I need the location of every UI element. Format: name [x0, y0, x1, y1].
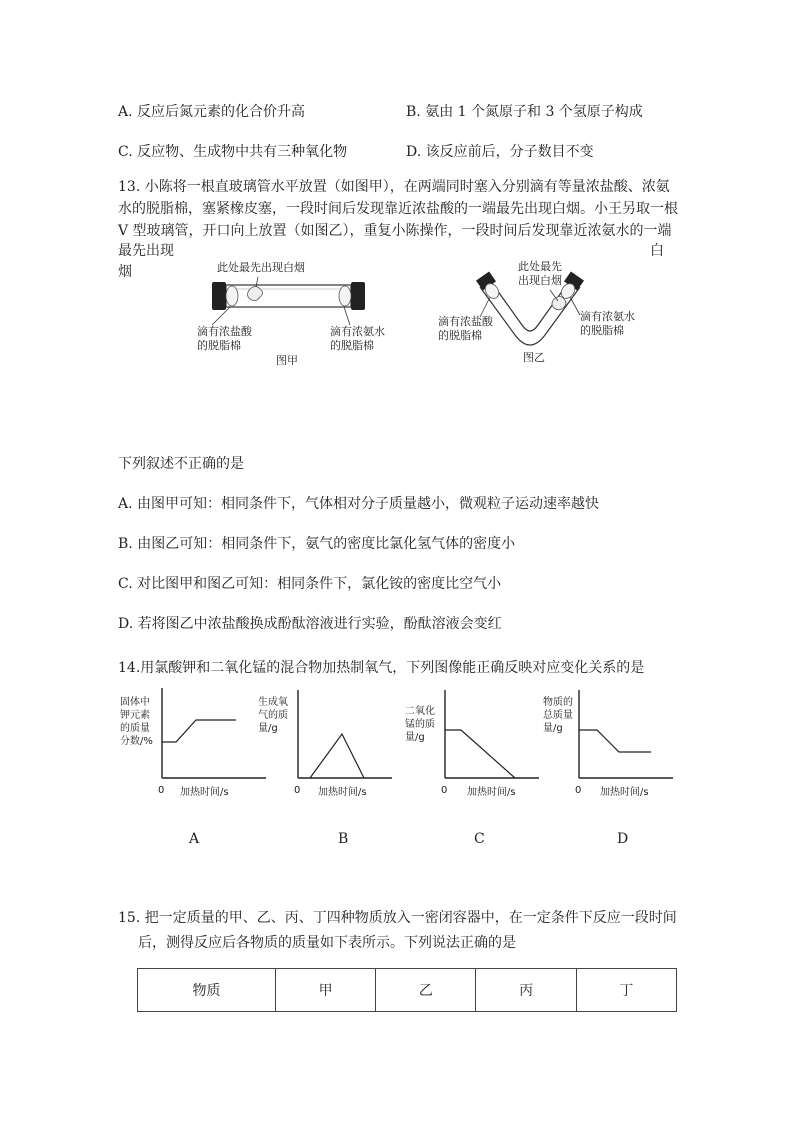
q12-option-b: B. 氨由 1 个氮原子和 3 个氢原子构成	[406, 104, 643, 120]
q13-line-1: 13. 小陈将一根直玻璃管水平放置（如图甲），在两端同时塞入分别滴有等量浓盐酸、浓氨	[118, 179, 670, 195]
q13-line-2: 水的脱脂棉，塞紧橡皮塞，一段时间后发现靠近浓盐酸的一端最先出现白烟。小王另取一根	[118, 201, 678, 217]
fig-yi-left-label-1: 滴有浓盐酸	[438, 315, 493, 328]
graph-a-curve	[162, 720, 236, 742]
table-header-cell: 甲	[275, 969, 375, 1012]
table-header-cell: 丙	[476, 969, 576, 1012]
q12-option-c: C. 反应物、生成物中共有三种氧化物	[118, 144, 348, 160]
graph-a-origin: 0	[158, 785, 165, 796]
fig-jia-left-label-1: 滴有浓盐酸	[197, 325, 252, 338]
graph-b-origin: 0	[294, 785, 301, 796]
graph-c-ylabel-3: 量/g	[405, 732, 425, 743]
q13-option-a: A. 由图甲可知：相同条件下，气体相对分子质量越小，微观粒子运动速率越快	[118, 496, 600, 512]
fig-yi-top-label-1: 此处最先	[518, 260, 562, 273]
q15-table	[137, 968, 677, 1012]
q15-line-2: 后，测得反应后各物质的质量如下表所示。下列说法正确的是	[138, 935, 516, 951]
graph-a-plot	[158, 688, 268, 778]
fig-yi-right-label-1: 滴有浓氨水	[580, 310, 635, 323]
graph-a-ylabel-1: 固体中	[120, 697, 150, 708]
table-row	[138, 969, 677, 1012]
table-header-cell: 乙	[376, 969, 476, 1012]
fig-yi-top-label-2: 出现白烟	[518, 274, 562, 287]
graph-a-ylabel-3: 的质量	[120, 723, 150, 734]
graph-c-label: C	[474, 831, 485, 847]
graph-c-origin: 0	[441, 785, 448, 796]
q13-stem: 下列叙述不正确的是	[118, 456, 244, 472]
graph-b-label: B	[338, 831, 349, 847]
graph-a-ylabel-4: 分数/%	[120, 736, 153, 747]
graph-c-ylabel-2: 锰的质	[405, 719, 435, 730]
fig-yi-left-label-2: 的脱脂棉	[438, 329, 482, 342]
straight-tube	[226, 285, 351, 307]
fig-yi-caption: 图乙	[523, 351, 545, 364]
graph-d-label: D	[617, 831, 629, 847]
graph-a-xlabel: 加热时间/s	[180, 787, 229, 798]
graph-c-curve	[445, 730, 515, 778]
graph-d-ylabel-2: 总质量	[543, 710, 573, 721]
graph-d-xlabel: 加热时间/s	[600, 787, 649, 798]
graph-d-curve	[579, 730, 651, 752]
graph-d-ylabel-1: 物质的	[543, 697, 573, 708]
fig-jia-right-label-1: 滴有浓氨水	[330, 325, 385, 338]
q13-option-b: B. 由图乙可知：相同条件下，氨气的密度比氯化氢气体的密度小	[118, 536, 516, 552]
q12-option-a: A. 反应后氮元素的化合价升高	[118, 104, 306, 120]
graph-a-label: A	[189, 831, 200, 847]
q14-stem: 14.用氯酸钾和二氧化锰的混合物加热制氧气，下列图像能正确反映对应变化关系的是	[118, 660, 645, 676]
fig-jia-left-label-2: 的脱脂棉	[197, 339, 241, 352]
graph-d-origin: 0	[575, 785, 582, 796]
left-cotton	[226, 286, 238, 306]
graph-d-ylabel-3: 量/g	[543, 723, 563, 734]
graph-c-ylabel-1: 二氧化	[405, 706, 435, 717]
white-smoke	[552, 297, 566, 310]
q15-line-1: 15. 把一定质量的甲、乙、丙、丁四种物质放入一密闭容器中，在一定条件下反应一段时间	[118, 910, 677, 926]
graph-b-ylabel-1: 生成氧	[258, 697, 288, 708]
left-stopper	[212, 282, 226, 310]
right-cotton	[339, 286, 351, 306]
fig-jia-caption: 图甲	[276, 354, 298, 367]
white-smoke	[248, 287, 263, 301]
graph-c-xlabel: 加热时间/s	[467, 787, 516, 798]
q13-line-5: 烟	[118, 264, 132, 280]
graph-b-ylabel-3: 量/g	[258, 723, 278, 734]
table-header-cell: 物质	[138, 969, 276, 1012]
q13-line-3: V 型玻璃管，开口向上放置（如图乙），重复小陈操作，一段时间后发现靠近浓氨水的一端	[118, 223, 672, 239]
graph-b-ylabel-2: 气的质	[258, 710, 288, 721]
fig-yi-right-label-2: 的脱脂棉	[580, 324, 624, 337]
q12-option-d: D. 该反应前后，分子数目不变	[406, 144, 594, 160]
q13-line-4a: 最先出现	[118, 243, 174, 259]
graph-a-ylabel-2: 钾元素	[120, 710, 150, 721]
q13-option-d: D. 若将图乙中浓盐酸换成酚酞溶液进行实验，酚酞溶液会变红	[118, 616, 502, 632]
graph-c-plot	[441, 690, 541, 778]
graph-b-curve	[310, 734, 364, 778]
graph-b-plot	[294, 690, 394, 778]
q13-option-c: C. 对比图甲和图乙可知：相同条件下，氯化铵的密度比空气小	[118, 576, 502, 592]
graph-d-plot	[575, 690, 675, 778]
right-stopper	[351, 282, 365, 310]
graph-b-xlabel: 加热时间/s	[318, 787, 367, 798]
fig-jia-top-label: 此处最先出现白烟	[217, 261, 305, 274]
q13-line-4b: 白	[650, 243, 664, 259]
fig-jia-right-label-2: 的脱脂棉	[330, 339, 374, 352]
table-header-cell: 丁	[576, 969, 676, 1012]
